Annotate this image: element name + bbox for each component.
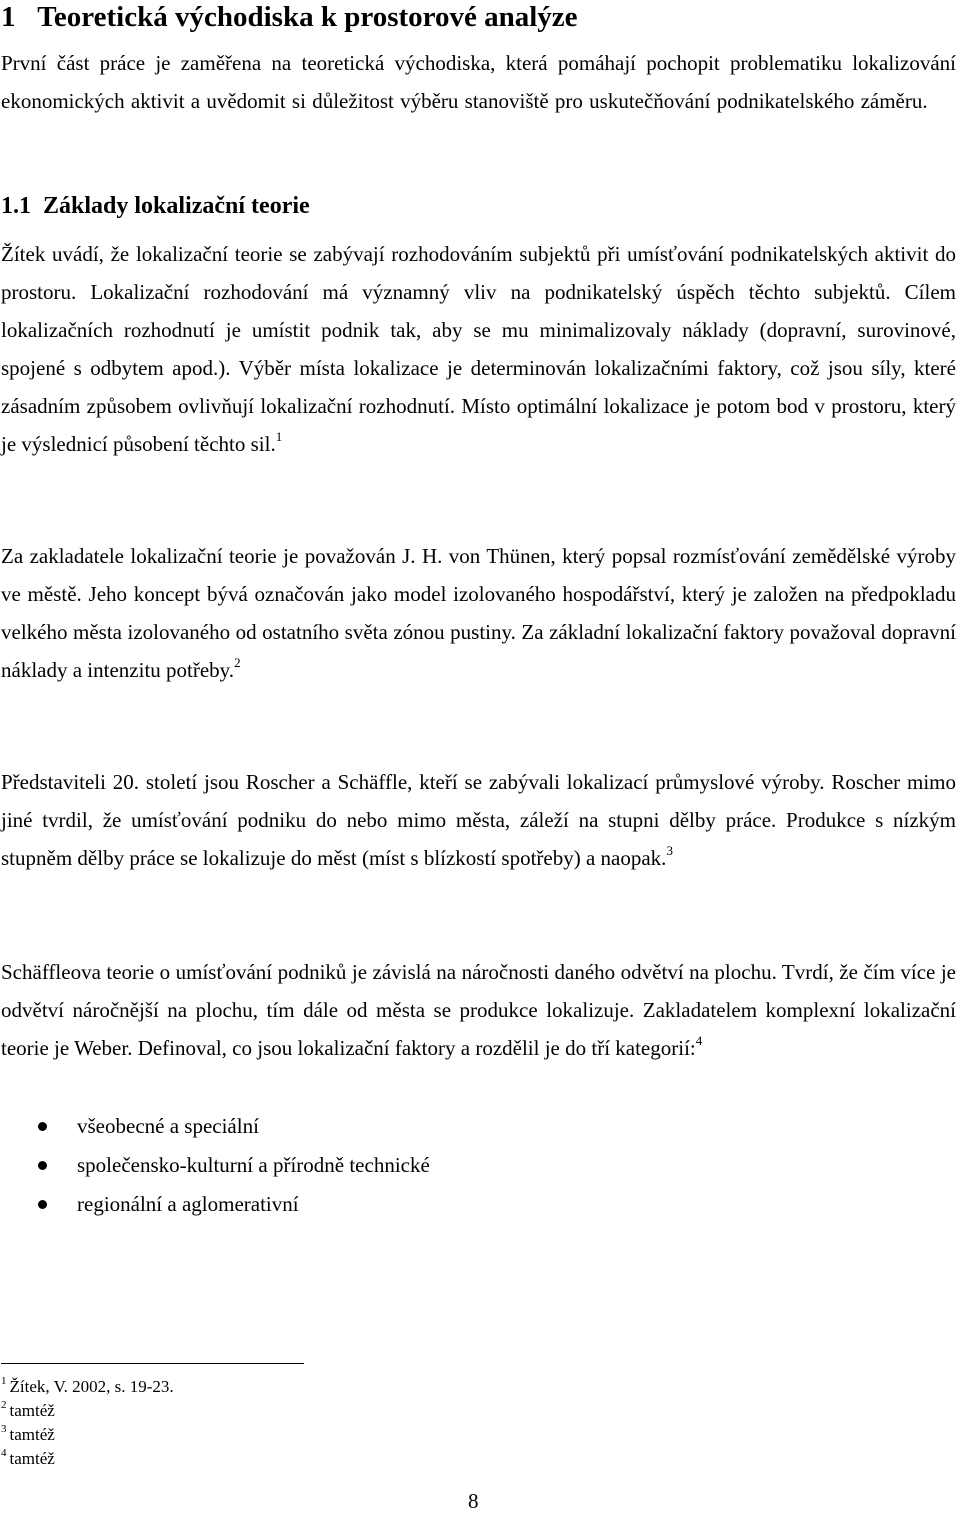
category-list: [0, 1107, 430, 1224]
footnote-reference: 2: [234, 655, 241, 670]
footnote: [1, 1447, 174, 1471]
list-item-text: všeobecné a speciální: [77, 1114, 259, 1138]
paragraph-text: Schäffleova teorie o umísťování podniků je závislá na náročnosti daného odvětví na plochu. Tvrdí, že čím více je odvětví náročnější na plochu, tím dále od města se produkce lokalizuje. Zakladatelem komplexní lokalizační teorie je Weber. Definoval, co jsou lokalizační faktory a rozdělil je do tří kategorií:: [1, 960, 956, 1060]
bullet-icon: [38, 1161, 47, 1170]
paragraph-4: [1, 953, 956, 1067]
chapter-heading: [1, 0, 578, 34]
list-item-text: regionální a aglomerativní: [77, 1192, 299, 1216]
list-item: [0, 1185, 430, 1224]
section-heading: [1, 188, 310, 224]
section-number: 1.1: [1, 193, 31, 219]
list-item: [0, 1107, 430, 1146]
footnotes: [1, 1375, 174, 1471]
paragraph-3: [1, 763, 956, 877]
paragraph-2: [1, 537, 956, 689]
footnote-number: 1: [1, 1375, 7, 1388]
intro-paragraph: První část práce je zaměřena na teoretická východiska, která pomáhají pochopit problematiku lokalizování ekonomických aktivit a uvědomit si důležitost výběru stanoviště pro uskutečňování podnikatelského záměru.: [1, 51, 956, 113]
footnote-separator: [1, 1363, 304, 1364]
footnote-number: 4: [1, 1447, 7, 1460]
chapter-title: Teoretická východiska k prostorové analýze: [37, 1, 578, 33]
footnote-reference: 3: [666, 843, 673, 858]
paragraph-text: Žítek uvádí, že lokalizační teorie se zabývají rozhodováním subjektů při umísťování podnikatelských aktivit do prostoru. Lokalizační rozhodování má významný vliv na podnikatelský úspěch těchto subjektů. Cílem lokalizačních rozhodnutí je umístit podnik tak, aby se mu minimalizovaly náklady (dopravní, surovinové, spojené s odbytem apod.). Výběr místa lokalizace je determinován lokalizačními faktory, což jsou síly, které zásadním způsobem ovlivňují lokalizační rozhodnutí. Místo optimální lokalizace je potom bod v prostoru, který je výslednicí působení těchto sil.: [1, 242, 956, 456]
footnote: [1, 1399, 174, 1423]
footnote-number: 3: [1, 1423, 7, 1436]
footnote-text: Žítek, V. 2002, s. 19-23.: [9, 1377, 174, 1396]
paragraph-text: Představiteli 20. století jsou Roscher a Schäffle, kteří se zabývali lokalizací průmyslové výroby. Roscher mimo jiné tvrdil, že umísťování podniku do nebo mimo města, záleží na stupni dělby práce. Produkce s nízkým stupněm dělby práce se lokalizuje do měst (míst s blízkostí spotřeby) a naopak.: [1, 770, 956, 870]
footnote-text: tamtéž: [9, 1425, 55, 1444]
paragraph-1: [1, 235, 956, 463]
bullet-icon: [38, 1122, 47, 1131]
list-item: [0, 1146, 430, 1185]
footnote-reference: 1: [275, 429, 283, 444]
page-number: 8: [468, 1489, 479, 1513]
footnote: [1, 1375, 174, 1399]
footnote: [1, 1423, 174, 1447]
section-title: Základy lokalizační teorie: [43, 193, 310, 219]
footnote-number: 2: [1, 1399, 7, 1412]
chapter-number: 1: [1, 1, 16, 33]
paragraph-text: Za zakladatele lokalizační teorie je považován J. H. von Thünen, který popsal rozmísťování zemědělské výroby ve městě. Jeho koncept bývá označován jako model izolovaného hospodářství, který je založen na předpokladu velkého města izolovaného od ostatního světa zónou pustiny. Za základní lokalizační faktory považoval dopravní náklady a intenzitu potřeby.: [1, 544, 956, 682]
footnote-reference: 4: [695, 1033, 703, 1048]
footnote-text: tamtéž: [9, 1401, 55, 1420]
bullet-icon: [38, 1200, 47, 1209]
list-item-text: společensko-kulturní a přírodně technické: [77, 1153, 430, 1177]
footnote-text: tamtéž: [9, 1449, 55, 1468]
